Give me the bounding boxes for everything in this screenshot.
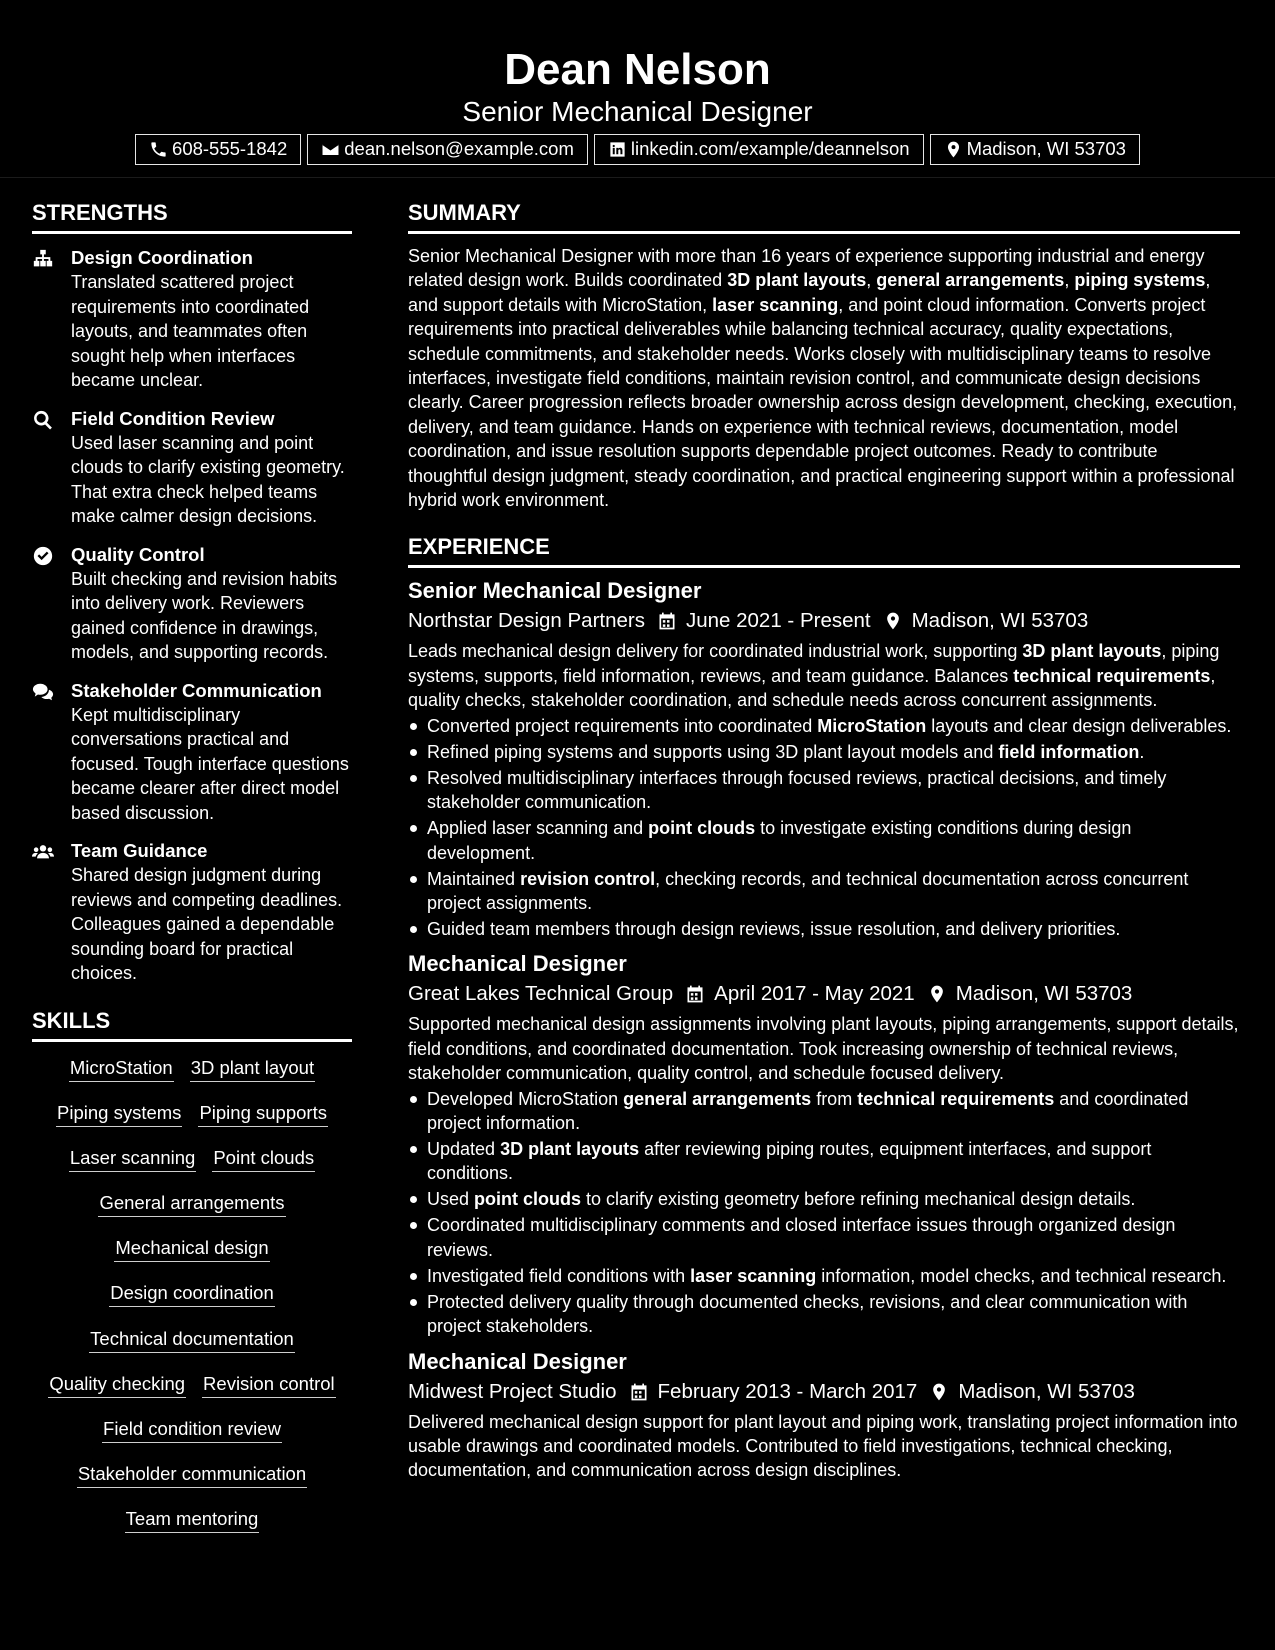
- job-dates: April 2017 - May 2021: [714, 982, 915, 1006]
- skills-heading: SKILLS: [32, 1006, 352, 1042]
- job-entry: [408, 576, 1240, 941]
- left-column: [32, 178, 352, 1552]
- resume-header: [0, 0, 1275, 178]
- contact-phone-text: 608-555-1842: [172, 138, 288, 160]
- skill-tag: Point clouds: [212, 1145, 315, 1172]
- list-item: Resolved multidisciplinary interfaces through focused reviews, practical decisions, and timely stakeholder communication.: [408, 766, 1240, 815]
- location-pin-icon: [944, 140, 963, 159]
- list-item: Developed MicroStation general arrangements from technical requirements and coordinated project information.: [408, 1087, 1240, 1136]
- job-bullets: [408, 714, 1240, 942]
- job-company: Midwest Project Studio: [408, 1379, 617, 1403]
- list-item: Coordinated multidisciplinary comments and closed interface issues through organized design reviews.: [408, 1213, 1240, 1262]
- skill-tag: Design coordination: [109, 1280, 275, 1307]
- job-location: Madison, WI 53703: [955, 982, 1133, 1006]
- job-meta: [408, 606, 1240, 636]
- job-title: Mechanical Designer: [408, 1348, 627, 1374]
- strength-name: Field Condition Review: [71, 407, 275, 429]
- sitemap-icon: [32, 248, 54, 270]
- job-description: Leads mechanical design delivery for coordinated industrial work, supporting 3D plant layouts, piping systems, supports, field information, reviews, and team guidance. Balances technical requirements, quality checks, stakeholder coordination, and schedule needs across concurrent assignments.: [408, 641, 1220, 711]
- calendar-icon: [629, 1382, 649, 1402]
- skill-tag: Laser scanning: [69, 1145, 196, 1172]
- job-title: Mechanical Designer: [408, 951, 627, 977]
- skills-list: [32, 1055, 352, 1552]
- location-pin-icon: [927, 984, 947, 1004]
- strength-item: [32, 679, 352, 826]
- list-item: Used point clouds to clarify existing geometry before refining mechanical design details.: [408, 1187, 1240, 1211]
- strength-item: [32, 407, 352, 529]
- users-icon: [32, 841, 54, 863]
- strength-name: Design Coordination: [71, 247, 253, 268]
- location-pin-icon: [929, 1382, 949, 1402]
- strength-item: [32, 246, 352, 393]
- skill-tag: Technical documentation: [89, 1326, 295, 1353]
- summary-heading: SUMMARY: [408, 198, 1240, 234]
- job-dates: June 2021 - Present: [685, 609, 871, 633]
- experience-list: [408, 576, 1240, 1482]
- contact-email-text: dean.nelson@example.com: [344, 138, 574, 160]
- job-bullets: [408, 1087, 1240, 1339]
- contact-location: [930, 134, 1140, 165]
- skill-tag: Piping systems: [56, 1100, 182, 1127]
- list-item: Converted project requirements into coordinated MicroStation layouts and clear design deliverables.: [408, 714, 1240, 738]
- location-pin-icon: [883, 611, 903, 631]
- job-location: Madison, WI 53703: [911, 609, 1089, 633]
- strength-desc: Used laser scanning and point clouds to clarify existing geometry. That extra check helped teams make calmer design decisions.: [71, 432, 345, 526]
- strength-name: Quality Control: [71, 543, 205, 565]
- skill-tag: Stakeholder communication: [77, 1461, 307, 1488]
- strength-desc: Built checking and revision habits into delivery work. Reviewers gained confidence in drawings, models, and supporting records.: [71, 568, 338, 662]
- contact-linkedin[interactable]: [594, 134, 924, 165]
- job-location: Madison, WI 53703: [958, 1379, 1135, 1403]
- linkedin-icon: [608, 140, 627, 159]
- strengths-heading: STRENGTHS: [32, 198, 352, 234]
- list-item: Maintained revision control, checking records, and technical documentation across concurrent project assignments.: [408, 867, 1240, 916]
- strengths-list: [32, 246, 352, 986]
- contact-bar: [0, 134, 1275, 165]
- list-item: Updated 3D plant layouts after reviewing piping routes, equipment interfaces, and support conditions.: [408, 1137, 1240, 1186]
- skill-tag: Mechanical design: [114, 1235, 269, 1262]
- job-entry: [408, 1347, 1240, 1483]
- job-meta: [408, 979, 1240, 1009]
- strength-desc: Kept multidisciplinary conversations practical and focused. Tough interface questions became clearer after direct model based discussion.: [71, 704, 349, 823]
- candidate-name: Dean Nelson: [504, 45, 771, 94]
- job-description: Supported mechanical design assignments involving plant layouts, piping arrangements, support details, field conditions, and coordinated documentation. Took increasing ownership of technical reviews, stakeholder communication, quality control, and schedule focused delivery.: [408, 1014, 1239, 1084]
- contact-phone[interactable]: [135, 134, 301, 165]
- list-item: Refined piping systems and supports using 3D plant layout models and field information.: [408, 740, 1240, 764]
- experience-heading: EXPERIENCE: [408, 532, 1240, 568]
- contact-linkedin-text: linkedin.com/example/deannelson: [630, 138, 910, 160]
- calendar-icon: [685, 984, 705, 1004]
- summary-text: Senior Mechanical Designer with more than 16 years of experience supporting industrial and energy related design work. Builds coordinated 3D plant layouts, general arrangements, piping systems, and support details with MicroStation, laser scanning, and point cloud information. Converts project requirements into practical deliverables while balancing technical accuracy, quality expectations, schedule commitments, and stakeholder needs. Works closely with multidisciplinary teams to resolve interfaces, investigate field conditions, maintain revision control, and communicate design decisions clearly. Career progression reflects broader ownership across design development, checking, execution, delivery, and team guidance. Hands on experience with technical reviews, documentation, model coordination, and issue resolution supports dependable project outcomes. Ready to contribute thoughtful design judgment, steady coordination, and practical engineering support within a professional hybrid work environment.: [408, 246, 1238, 511]
- skill-tag: MicroStation: [69, 1055, 174, 1082]
- contact-location-text: Madison, WI 53703: [966, 138, 1126, 160]
- strength-item: [32, 543, 352, 665]
- search-icon: [32, 409, 54, 431]
- right-column: [408, 178, 1240, 1483]
- job-company: Great Lakes Technical Group: [408, 982, 674, 1006]
- skill-tag: Team mentoring: [125, 1506, 260, 1533]
- skill-tag: General arrangements: [98, 1190, 285, 1217]
- list-item: Applied laser scanning and point clouds to investigate existing conditions during design development.: [408, 816, 1240, 865]
- skill-tag: 3D plant layout: [190, 1055, 315, 1082]
- job-title: Senior Mechanical Designer: [408, 578, 702, 604]
- strength-desc: Shared design judgment during reviews and competing deadlines. Colleagues gained a dependable sounding board for practical choices.: [71, 865, 343, 983]
- contact-email[interactable]: [307, 134, 588, 165]
- skill-tag: Revision control: [202, 1371, 336, 1398]
- list-item: Guided team members through design reviews, issue resolution, and delivery priorities.: [408, 917, 1240, 941]
- job-dates: February 2013 - March 2017: [657, 1379, 918, 1403]
- skill-tag: Field condition review: [102, 1416, 282, 1443]
- job-meta: [408, 1377, 1240, 1407]
- strength-name: Team Guidance: [71, 840, 208, 861]
- comments-icon: [32, 681, 54, 703]
- list-item: Investigated field conditions with laser scanning information, model checks, and technical research.: [408, 1264, 1240, 1288]
- job-description: Delivered mechanical design support for plant layout and piping work, translating project information into usable drawings and coordinated models. Contributed to field investigations, technical checking, documentation, and communication across design disciplines.: [408, 1411, 1238, 1481]
- phone-icon: [149, 140, 168, 159]
- list-item: Protected delivery quality through documented checks, revisions, and clear communication with project stakeholders.: [408, 1290, 1240, 1339]
- calendar-icon: [657, 611, 677, 631]
- skill-tag: Quality checking: [48, 1371, 186, 1398]
- strength-item: [32, 839, 352, 986]
- strength-desc: Translated scattered project requirements into coordinated layouts, and teammates often sought help when interfaces became unclear.: [71, 272, 310, 390]
- candidate-title: Senior Mechanical Designer: [462, 96, 813, 127]
- job-company: Northstar Design Partners: [408, 609, 645, 633]
- job-entry: [408, 949, 1240, 1338]
- check-circle-icon: [32, 545, 54, 567]
- skill-tag: Piping supports: [198, 1100, 328, 1127]
- envelope-icon: [321, 140, 340, 159]
- strength-name: Stakeholder Communication: [71, 679, 322, 701]
